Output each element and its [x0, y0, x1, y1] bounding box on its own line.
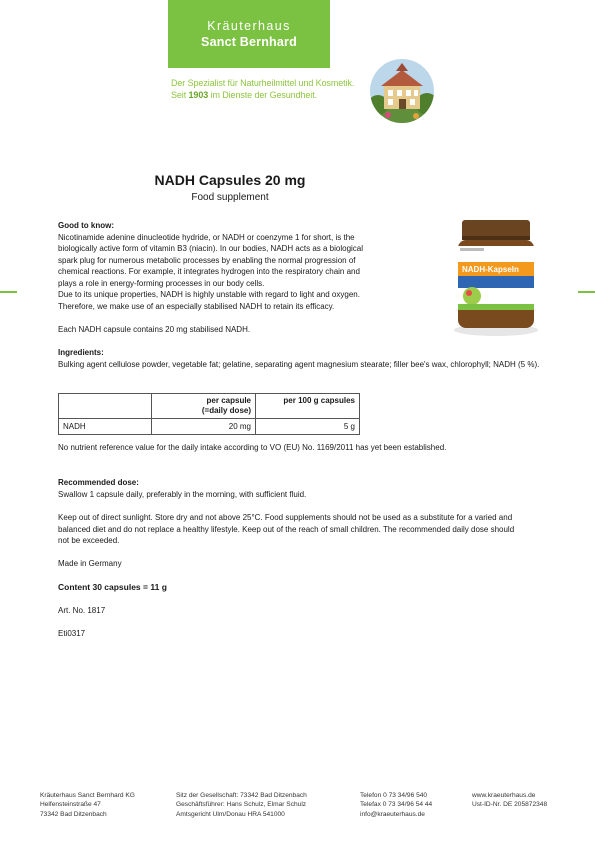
- ingredients-text: Bulking agent cellulose powder, vegetable fat; gelatine, separating agent magnesium stearate; filler bee's wax, chlorophyll; NADH (5 %).: [58, 359, 540, 369]
- tagline-line1: Der Spezialist für Naturheilmittel und Kosmetik.: [171, 78, 355, 88]
- warning-line: balanced diet and do not replace a healthy lifestyle. Keep out of the reach of small children. The recommended daily dose should: [58, 524, 515, 534]
- footer-web: www.kraeuterhaus.de Ust-ID-Nr. DE 205872348: [472, 792, 548, 809]
- label-code: Eti0317: [58, 629, 86, 638]
- table-header-per-capsule: per capsule (=daily dose): [152, 394, 256, 419]
- fold-mark-right: [578, 291, 595, 293]
- nutrition-table: [58, 393, 360, 435]
- good-to-know-line: Therefore, we make use of an especially stabilised NADH to retain its efficacy.: [58, 301, 335, 311]
- company-building-photo: [370, 59, 434, 123]
- dose-text: Swallow 1 capsule daily, preferably in the morning, with sufficient fluid.: [58, 489, 307, 499]
- warning-line: Keep out of direct sunlight. Store dry and not above 25°C. Food supplements should not be used as a substitute for a varied and: [58, 513, 513, 522]
- good-to-know-heading: Good to know:: [58, 221, 114, 230]
- article-number: Art. No. 1817: [58, 606, 106, 615]
- nrv-note: No nutrient reference value for the daily intake according to VO (EU) No. 1169/2011 has yet been established.: [58, 443, 447, 452]
- good-to-know-line: biologically active form of vitamin B3 (niacin). In our bodies, NADH acts as a biological: [58, 244, 364, 253]
- brand-logo: [168, 0, 330, 68]
- tagline-line2: Seit 1903 im Dienste der Gesundheit.: [171, 90, 317, 100]
- table-header-empty: [59, 394, 152, 419]
- good-to-know-line: plays a role in energy-forming processes in our body cells.: [58, 278, 265, 288]
- good-to-know-line: spark plug for numerous metabolic processes by enabling the normal progression of: [58, 255, 356, 265]
- footer-contact: Telefon 0 73 34/96 540 Telefax 0 73 34/96 54 44 info@kraeuterhaus.de: [360, 792, 433, 818]
- product-subtitle: Food supplement: [191, 192, 269, 203]
- capsule-content-note: Each NADH capsule contains 20 mg stabilised NADH.: [58, 325, 251, 334]
- fold-mark-left: [0, 291, 17, 293]
- footer-website: www.kraeuterhaus.de: [472, 792, 536, 799]
- brand-name-line2: Sanct Bernhard: [201, 35, 297, 49]
- jar-label-text: NADH-Kapseln: [462, 265, 519, 274]
- footer-email: info@kraeuterhaus.de: [360, 810, 425, 818]
- footer-legal: Sitz der Gesellschaft: 73342 Bad Ditzenbach Geschäftsführer: Hans Schulz, Elmar Schulz Amtsgericht Ulm/Donau HRA 541000: [176, 792, 307, 818]
- table-header-per-100g: per 100 g capsules: [256, 394, 360, 419]
- dose-heading: Recommended dose:: [58, 478, 139, 487]
- tagline-year: 1903: [188, 90, 209, 100]
- footer-company: Kräuterhaus Sanct Bernhard KG Helfensteinstraße 47 73342 Bad Ditzenbach: [40, 792, 135, 818]
- table-header-row: [59, 394, 360, 419]
- product-jar-image: [450, 218, 542, 338]
- table-cell-per-100g: 5 g: [256, 419, 360, 435]
- table-cell-per-capsule: 20 mg: [152, 419, 256, 435]
- good-to-know-line: chemical reactions. For example, it integrates hydrogen into the respiratory chain and: [58, 267, 360, 276]
- warning-line: not be exceeded.: [58, 536, 120, 545]
- good-to-know-line: Nicotinamide adenine dinucleotide hydride, or NADH or coenzyme 1 for short, is the: [58, 232, 355, 242]
- table-row: [59, 419, 360, 435]
- good-to-know-line: Due to its unique properties, NADH is highly unstable with regard to light and oxygen.: [58, 290, 360, 299]
- table-cell-nutrient: NADH: [59, 419, 152, 435]
- product-title: NADH Capsules 20 mg: [154, 172, 306, 188]
- brand-name-line1: Kräuterhaus: [207, 19, 291, 33]
- content-text: Content 30 capsules = 11 g: [58, 582, 167, 592]
- ingredients-heading: Ingredients:: [58, 348, 104, 357]
- origin-text: Made in Germany: [58, 559, 122, 568]
